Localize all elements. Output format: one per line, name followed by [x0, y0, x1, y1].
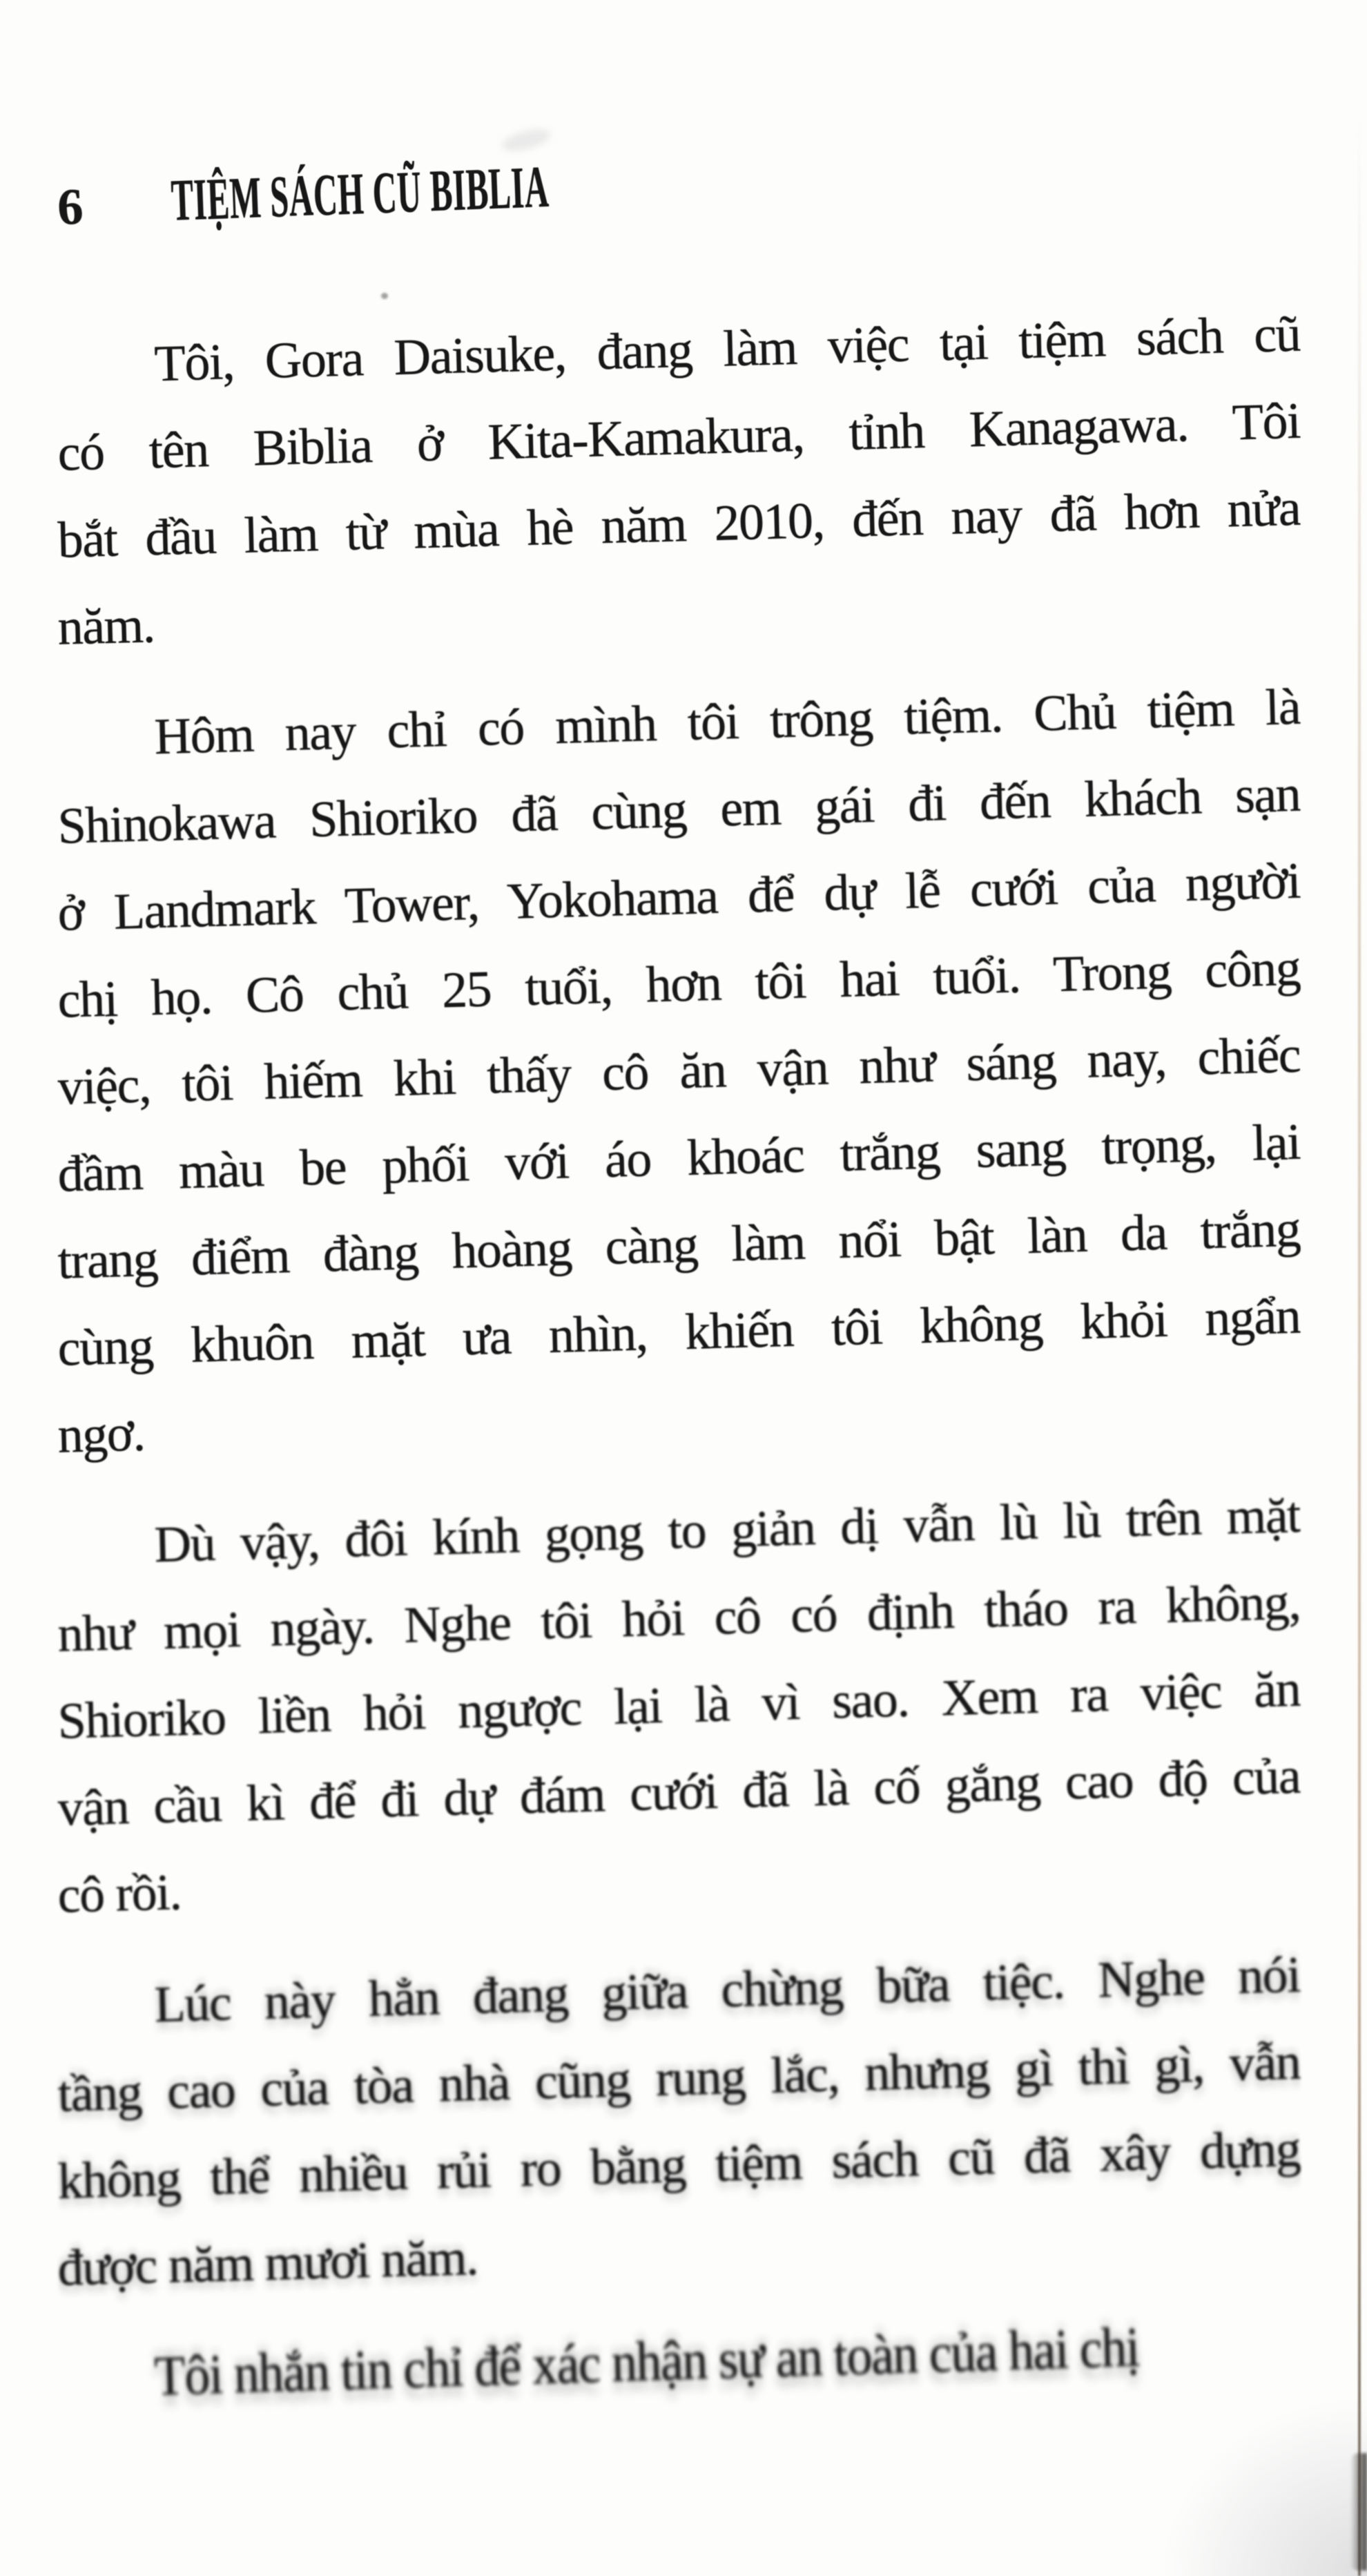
paragraph [57, 1946, 1301, 2312]
text-line: được năm mươi năm. [57, 2229, 478, 2297]
text-line: Tôi nhắn tin chỉ để xác nhận sự an toàn của hai chị [153, 2316, 1140, 2408]
text-line: việc, tôi hiếm khi thấy cô ăn vận như sáng nay, chiếc [57, 1026, 1301, 1116]
text-line: như mọi ngày. Nghe tôi hỏi cô có định tháo ra không, [57, 1573, 1301, 1663]
running-title: TIỆM SÁCH CŨ BIBLIA [170, 153, 550, 233]
body-text [57, 305, 1301, 2449]
scan-dot-artifact [381, 293, 388, 299]
paragraph [57, 305, 1301, 671]
paragraph [58, 2316, 1301, 2424]
scan-smudge-artifact [500, 125, 552, 155]
paragraph [57, 678, 1301, 1479]
text-line: vận cầu kì để đi dự đám cưới đã là cố gắng cao độ của [57, 1747, 1301, 1837]
text-line: trang điểm đàng hoàng càng làm nổi bật làn da trắng [57, 1200, 1301, 1290]
text-line: Lúc này hẳn đang giữa chừng bữa tiệc. Nghe nói [153, 1946, 1301, 2034]
text-line: không thể nhiều rủi ro bằng tiệm sách cũ đã xây dựng [57, 2120, 1301, 2210]
paragraph [57, 1486, 1301, 1939]
page-number: 6 [56, 178, 84, 237]
text-line: Tôi, Gora Daisuke, đang làm việc tại tiệm sách cũ [153, 305, 1301, 393]
right-edge-scan-line [1358, 110, 1361, 2576]
text-line: cùng khuôn mặt ưa nhìn, khiến tôi không khỏi ngẩn [57, 1287, 1301, 1377]
text-line: chị họ. Cô chủ 25 tuổi, hơn tôi hai tuổi. Trong công [57, 939, 1301, 1029]
page-header [56, 141, 846, 239]
text-line: có tên Biblia ở Kita-Kamakura, tỉnh Kanagawa. Tôi [57, 392, 1301, 482]
text-line: cô rồi. [57, 1864, 182, 1924]
text-line: Hôm nay chỉ có mình tôi trông tiệm. Chủ tiệm là [153, 678, 1301, 766]
text-line: ở Landmark Tower, Yokohama để dự lễ cưới của người [57, 852, 1301, 942]
text-line: Dù vậy, đôi kính gọng to giản dị vẫn lù lù trên mặt [153, 1486, 1301, 1574]
corner-smudge-bottom-right [1350, 2453, 1367, 2570]
text-line: bắt đầu làm từ mùa hè năm 2010, đến nay đã hơn nửa [57, 479, 1301, 569]
text-line: Shinokawa Shioriko đã cùng em gái đi đến khách sạn [57, 765, 1301, 855]
text-line: Shioriko liền hỏi ngược lại là vì sao. Xem ra việc ăn [57, 1660, 1301, 1750]
text-line: năm. [57, 597, 155, 656]
text-line: ngơ. [57, 1405, 146, 1464]
corner-shade-bottom-right [1160, 2396, 1367, 2576]
text-line: đầm màu be phối với áo khoác trắng sang trọng, lại [57, 1113, 1301, 1203]
text-line: tầng cao của tòa nhà cũng rung lắc, nhưng gì thì gì, vẫn [57, 2033, 1301, 2123]
